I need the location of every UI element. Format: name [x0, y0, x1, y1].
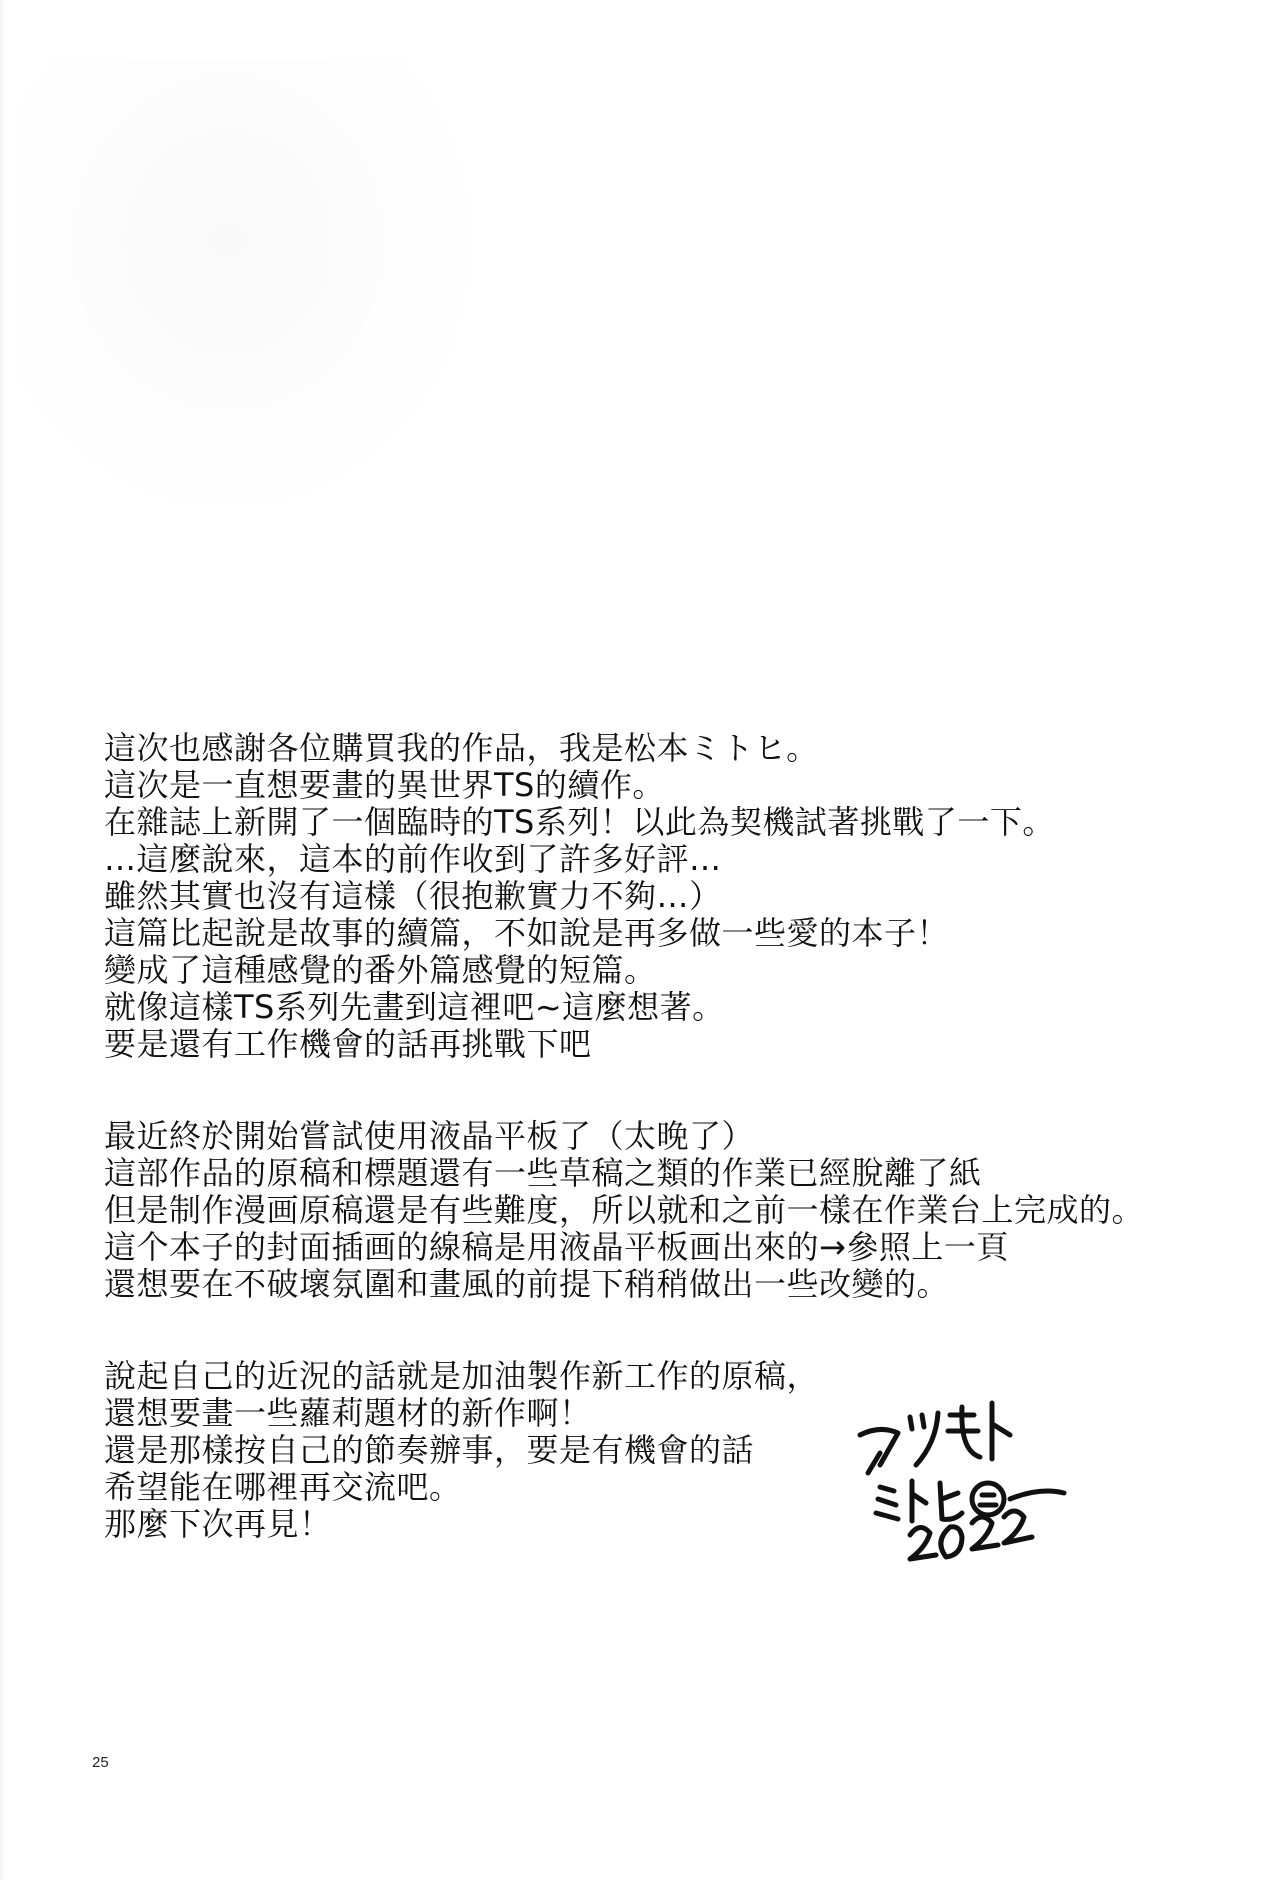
text-line: 還想要在不破壞氛圍和畫風的前提下稍稍做出一些改變的。 [104, 1265, 950, 1303]
show-through-shading [20, 60, 540, 580]
signature-stroke [972, 1517, 998, 1549]
text-line: 希望能在哪裡再交流吧。 [104, 1468, 462, 1506]
text-line: 還是那樣按自己的節奏辦事，要是有機會的話 [104, 1431, 755, 1469]
signature-stroke [876, 1487, 898, 1519]
signature-stroke [1004, 1511, 1032, 1543]
signature-stroke [912, 1481, 926, 1521]
text-line: 雖然其實也沒有這樣（很抱歉實力不夠…） [104, 877, 722, 915]
text-line: 還想要畫一些蘿莉題材的新作啊！ [104, 1394, 592, 1432]
signature-stroke [972, 1483, 1004, 1515]
text-line: 這次也感謝各位購買我的作品，我是松本ミトヒ。 [104, 729, 819, 767]
text-line: 變成了這種感覺的番外篇感覺的短篇。 [104, 951, 657, 989]
signature-stroke [868, 1453, 880, 1473]
text-line: 這篇比起說是故事的續篇，不如說是再多做一些愛的本子！ [104, 914, 950, 952]
text-line: 最近終於開始嘗試使用液晶平板了（太晚了） [104, 1117, 755, 1155]
signature-stroke [940, 1483, 962, 1519]
text-line: 在雜誌上新開了一個臨時的TS系列！以此為契機試著挑戰了一下。 [104, 803, 1055, 841]
paragraph-3 [104, 1358, 1264, 1543]
paragraph-1 [104, 730, 1264, 1063]
text-line: 要是還有工作機會的話再挑戰下吧 [104, 1025, 592, 1063]
afterword-text [104, 730, 1264, 1543]
text-line: 這次是一直想要畫的異世界TS的續作。 [104, 766, 665, 804]
page-number: 25 [92, 1754, 109, 1771]
signature-stroke [910, 1527, 936, 1559]
signature-stroke [941, 1527, 962, 1557]
text-line: 就像這樣TS系列先畫到這裡吧~這麼想著。 [104, 988, 725, 1026]
signature-stroke [948, 1407, 980, 1457]
text-line: 那麼下次再見！ [104, 1505, 332, 1543]
text-line: 這个本子的封面插画的線稿是用液晶平板画出來的→參照上一頁 [104, 1228, 1009, 1266]
text-line: 但是制作漫画原稿還是有些難度，所以就和之前一樣在作業台上完成的。 [104, 1191, 1145, 1229]
signature-stroke [1010, 1491, 1064, 1499]
text-line: 這部作品的原稿和標題還有一些草稿之類的作業已經脫離了紙 [104, 1154, 982, 1192]
paragraph-2 [104, 1118, 1264, 1303]
handwritten-signature [850, 1395, 1080, 1575]
page-edge-shadow [0, 0, 6, 1880]
signature-stroke [980, 1495, 996, 1505]
signature-stroke [992, 1403, 1010, 1459]
signature-stroke [860, 1429, 898, 1465]
text-line: 說起自己的近況的話就是加油製作新工作的原稿， [104, 1357, 820, 1395]
text-line: …這麼說來，這本的前作收到了許多好評… [104, 840, 722, 878]
signature-stroke [910, 1413, 938, 1465]
